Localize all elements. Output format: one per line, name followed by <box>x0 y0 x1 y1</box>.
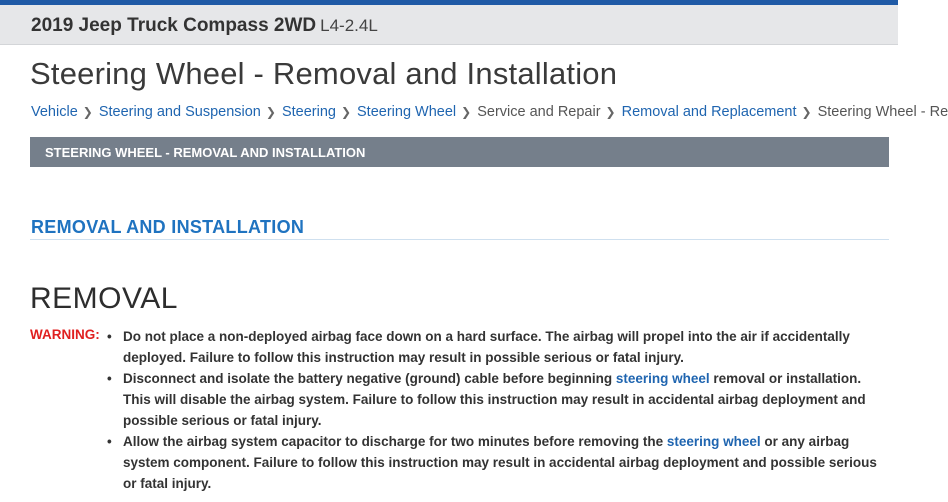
breadcrumb <box>31 103 948 121</box>
breadcrumb-item-removal-and-replacement[interactable]: Removal and Replacement <box>621 104 797 120</box>
section-subheading: REMOVAL AND INSTALLATION <box>31 217 305 237</box>
removal-heading: REMOVAL <box>30 282 178 315</box>
chevron-right-icon: ❯ <box>461 105 472 119</box>
section-band <box>30 137 889 167</box>
chevron-right-icon: ❯ <box>605 105 616 119</box>
steering-wheel-link[interactable]: steering wheel <box>615 371 710 386</box>
vehicle-name: 2019 Jeep Truck Compass 2WD <box>31 15 317 36</box>
warning-label: WARNING: <box>30 327 100 342</box>
breadcrumb-item-steering-wheel[interactable]: Steering Wheel <box>357 104 457 120</box>
vehicle-title <box>31 15 378 37</box>
warning-item: • Allow the airbag system capacitor to discharge for two minutes before removing the steering wheel or any airbag system component. Failure to follow this instruction may result in accidental airbag deployment and possible serious or fatal injury. <box>104 431 884 494</box>
chevron-right-icon: ❯ <box>265 105 276 119</box>
breadcrumb-item-steering[interactable]: Steering <box>281 104 336 120</box>
warning-list <box>104 326 884 494</box>
breadcrumb-item-steering-and-suspension[interactable]: Steering and Suspension <box>98 104 261 120</box>
chevron-right-icon: ❯ <box>340 105 352 119</box>
breadcrumb-item-steering-wheel-re: Steering Wheel - Re <box>817 104 948 120</box>
section-band-label: STEERING WHEEL - REMOVAL AND INSTALLATION <box>45 145 366 160</box>
page-title: Steering Wheel - Removal and Installation <box>30 56 618 91</box>
breadcrumb-item-service-and-repair: Service and Repair <box>477 104 601 120</box>
vehicle-engine: L4-2.4L <box>320 16 378 35</box>
breadcrumb-item-vehicle[interactable]: Vehicle <box>31 104 78 120</box>
chevron-right-icon: ❯ <box>82 105 93 119</box>
steering-wheel-link[interactable]: steering wheel <box>666 434 761 449</box>
chevron-right-icon: ❯ <box>801 105 812 119</box>
vehicle-header <box>0 5 898 45</box>
subheading-divider <box>30 239 889 240</box>
warning-item: • Disconnect and isolate the battery negative (ground) cable before beginning steering wheel removal or installation. This will disable the airbag system. Failure to follow this instruction may result in accidental airbag deployment and possible serious or fatal injury. <box>104 368 884 431</box>
warning-item: • Do not place a non-deployed airbag face down on a hard surface. The airbag will propel into the air if accidentally deployed. Failure to follow this instruction may result in possible serious or fatal injury. <box>104 326 884 368</box>
